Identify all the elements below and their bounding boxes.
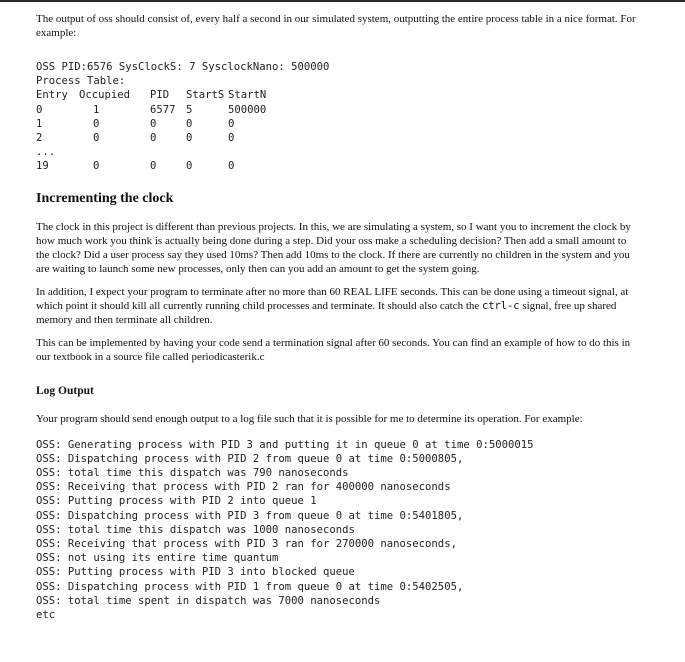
cell-pid: 0 — [150, 160, 157, 173]
clock-paragraph-3: This can be implemented by having your code send a termination signal after 60 seconds. You can find an example of how to do this in our textbook in a source file called periodicasterik.c — [36, 336, 631, 363]
cell-starts: 0 — [186, 160, 193, 173]
cell-entry: 2 — [36, 132, 43, 145]
clock-paragraph-1: The clock in this project is different than previous projects. In this, we are simulating a system, so I want you to increment the clock by how much work you think is actually being done during a step. Did your oss make a scheduling decision? Then add a small amount to the clock? Did a user process say they used 10ms? Then add 10ms to the clock. If there are currently no children in the system and you are waiting to launch some new processes, only then can you add an amount to get the system going. — [36, 220, 631, 275]
cell-entry: ... — [36, 146, 56, 159]
document-body — [36, 12, 640, 622]
intro-paragraph: The output of oss should consist of, every half a second in our simulated system, outputting the entire process table in a nice format. For example: — [36, 13, 636, 39]
log-line: OSS: total time this dispatch was 1000 nanoseconds — [36, 523, 355, 536]
log-output-intro: Your program should send enough output to a log file such that it is possible for me to determine its operation. For example: — [36, 412, 583, 425]
cell-entry: 1 — [36, 117, 43, 130]
process-table-header-line: OSS PID:6576 SysClockS: 7 SysclockNano: 500000 — [36, 61, 330, 73]
log-line: OSS: not using its entire time quantum — [36, 552, 279, 565]
log-line: OSS: Dispatching process with PID 1 from queue 0 at time 0:5402505, — [36, 580, 464, 593]
cell-pid: 0 — [150, 117, 157, 130]
cell-starts — [186, 145, 228, 159]
col-header-occupied: Occupied — [79, 89, 131, 102]
log-line: OSS: Putting process with PID 3 into blocked queue — [36, 566, 355, 579]
cell-occupied: 0 — [93, 160, 100, 173]
col-header-pid: PID — [150, 89, 170, 102]
cell-startn: 500000 — [228, 103, 267, 116]
table-row-ellipsis — [36, 145, 266, 159]
log-line: OSS: Dispatching process with PID 2 from queue 0 at time 0:5000805, — [36, 452, 464, 465]
cell-pid: 0 — [150, 132, 157, 145]
cell-starts: 0 — [186, 132, 193, 145]
top-border — [0, 0, 685, 2]
process-table-header-row — [36, 88, 266, 102]
log-output-example — [36, 438, 640, 623]
clock-paragraph-2-text-a: In addition, I expect your program to terminate after no more than 60 REAL LIFE seconds. This can be done using a timeout signal, at which point it should kill all currently running child processes and terminate. It should also catch the — [36, 285, 629, 312]
clock-paragraph-2 — [36, 285, 640, 327]
cell-entry: 0 — [36, 103, 43, 116]
clock-section-heading: Incrementing the clock — [36, 190, 174, 206]
process-table — [36, 88, 266, 173]
cell-starts: 5 — [186, 103, 193, 116]
process-table-title: Process Table: — [36, 75, 126, 88]
cell-occupied: 1 — [93, 103, 100, 116]
log-line: OSS: Receiving that process with PID 3 ran for 270000 nanoseconds, — [36, 538, 457, 551]
cell-occupied: 0 — [93, 132, 100, 145]
table-row — [36, 117, 266, 131]
clock-paragraph-2-text-b: signal, free up shared memory and then terminate all children. — [36, 299, 617, 326]
log-line: OSS: Dispatching process with PID 3 from queue 0 at time 0:5401805, — [36, 509, 464, 522]
table-row — [36, 103, 266, 117]
log-output-heading: Log Output — [36, 384, 94, 397]
cell-occupied: 0 — [93, 117, 100, 130]
cell-startn: 0 — [228, 132, 235, 145]
col-header-starts: StartS — [186, 89, 225, 102]
log-line: OSS: Receiving that process with PID 2 ran for 400000 nanoseconds — [36, 481, 451, 494]
cell-startn: 0 — [228, 117, 235, 130]
cell-entry: 19 — [36, 160, 49, 173]
log-line: OSS: total time spent in dispatch was 7000 nanoseconds — [36, 594, 381, 607]
cell-startn — [228, 145, 266, 159]
col-header-startn: StartN — [228, 89, 267, 102]
log-line: OSS: Generating process with PID 3 and putting it in queue 0 at time 0:5000015 — [36, 438, 534, 451]
log-line-etc: etc — [36, 609, 56, 622]
cell-pid: 6577 — [150, 103, 176, 116]
col-header-entry: Entry — [36, 89, 68, 102]
cell-occupied — [79, 145, 150, 159]
cell-pid — [150, 145, 186, 159]
table-row — [36, 131, 266, 145]
cell-starts: 0 — [186, 117, 193, 130]
ctrl-c-code: ctrl-c — [482, 299, 520, 312]
cell-startn: 0 — [228, 160, 235, 173]
log-line: OSS: Putting process with PID 2 into queue 1 — [36, 495, 317, 508]
table-row — [36, 159, 266, 173]
log-line: OSS: total time this dispatch was 790 nanoseconds — [36, 467, 349, 480]
